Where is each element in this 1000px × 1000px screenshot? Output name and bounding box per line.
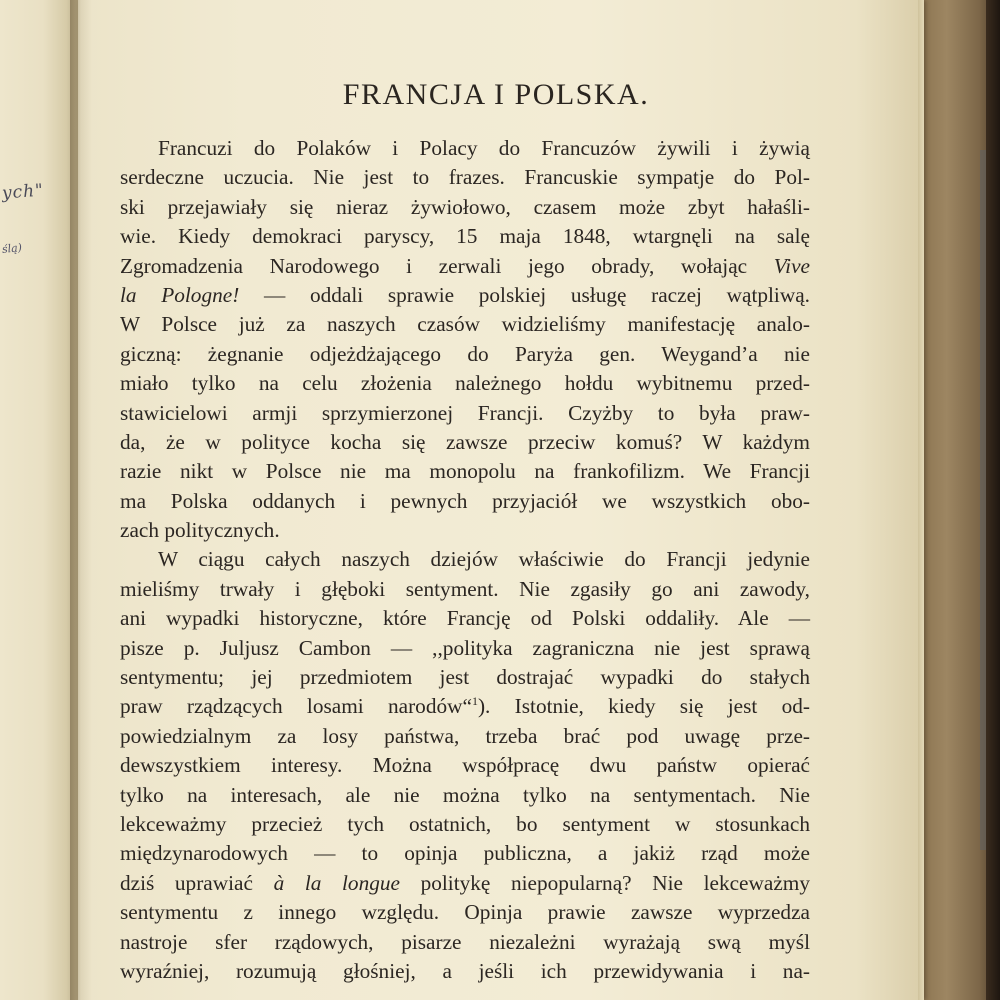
italic-phrase: à la longue <box>273 870 400 895</box>
text-line <box>120 252 810 281</box>
text-line: sentymentu z innego względu. Opinja prawie zawsze wyprzedza <box>120 900 810 925</box>
text-line: serdeczne uczucia. Nie jest to frazes. Francuskie sympatje do Pol- <box>120 165 810 190</box>
text-line: ski przejawiały się nieraz żywiołowo, czasem może zbyt hałaśli- <box>120 194 810 219</box>
italic-phrase: la Pologne! <box>120 282 240 307</box>
text-line: stawicielowi armji sprzymierzonej Francji. Czyżby to była praw- <box>120 400 810 425</box>
text-line: pisze p. Juljusz Cambon — ,,polityka zagraniczna nie jest sprawą <box>120 635 810 660</box>
text-line: tylko na interesach, ale nie można tylko na sentymentach. Nie <box>120 782 810 807</box>
text-line: sentymentu; jej przedmiotem jest dostrajać wypadki do stałych <box>120 665 810 690</box>
text-line <box>120 281 810 310</box>
text-fragment: Zgromadzenia Narodowego i zerwali jego obrady, wołając <box>120 253 748 278</box>
text-line <box>120 692 810 721</box>
text-line: powiedzialnym za losy państwa, trzeba brać pod uwagę prze- <box>120 723 810 748</box>
text-line: wie. Kiedy demokraci paryscy, 15 maja 1848, wtargnęli na salę <box>120 224 810 249</box>
text-line: wyraźniej, rozumują głośniej, a jeśli ich przewidywania i na- <box>120 958 810 983</box>
text-fragment: dziś uprawiać <box>120 870 253 895</box>
right-page <box>78 0 924 1000</box>
text-fragment: politykę niepopularną? Nie lekceważmy <box>420 870 810 895</box>
body-text <box>120 134 810 986</box>
page-edge <box>918 0 924 1000</box>
book-back-cover <box>918 0 1000 1000</box>
text-line: giczną: żegnanie odjeżdżającego do Paryża gen. Weygand’a nie <box>120 341 810 366</box>
left-facing-page <box>0 0 78 1000</box>
text-line: miało tylko na celu złożenia należnego hołdu wybitnemu przed- <box>120 371 810 396</box>
footnote-marker: 1 <box>471 694 478 709</box>
text-line: lekceważmy przecież tych ostatnich, bo sentyment w stosunkach <box>120 811 810 836</box>
text-line: ma Polska oddanych i pewnych przyjaciół we wszystkich obo- <box>120 488 810 513</box>
text-fragment: ). Istotnie, kiedy się jest od- <box>477 694 810 719</box>
chapter-heading: FRANCJA I POLSKA. <box>342 78 650 111</box>
text-line: nastroje sfer rządowych, pisarze niezależni wyrażają swą myśl <box>120 929 810 954</box>
italic-phrase: Vive <box>773 253 811 278</box>
text-line: międzynarodowych — to opinja publiczna, a jakiż rząd może <box>120 841 810 866</box>
text-line: zach politycznych. <box>120 518 280 543</box>
text-line: dewszystkiem interesy. Można współpracę dwu państw opierać <box>120 753 810 778</box>
text-line: razie nikt w Polsce nie ma monopolu na frankofilizm. We Francji <box>120 459 810 484</box>
text-line: Francuzi do Polaków i Polacy do Francuzów żywili i żywią <box>158 136 810 160</box>
text-line: da, że w polityce kocha się zawsze przeciw komuś? W każdym <box>120 429 810 454</box>
text-line: W ciągu całych naszych dziejów właściwie do Francji jedynie <box>158 547 810 572</box>
text-line <box>120 869 810 898</box>
text-line: mieliśmy trwały i głęboki sentyment. Nie zgasiły go ani zawody, <box>120 576 810 601</box>
text-fragment: praw rządzących losami narodów“ <box>120 694 472 719</box>
left-page-fragment-note: ślą) <box>1 240 23 257</box>
text-fragment: — oddali sprawie polskiej usługę raczej wątpliwą. <box>263 282 810 307</box>
cover-edge-shadow <box>986 0 1000 1000</box>
text-line: ani wypadki historyczne, które Francję od Polski oddaliły. Ale — <box>120 606 810 631</box>
text-line: W Polsce już za naszych czasów widzieliśmy manifestację analo- <box>120 312 810 337</box>
left-page-fragment-text: ych" <box>1 180 45 204</box>
gutter-shadow <box>70 0 92 1000</box>
